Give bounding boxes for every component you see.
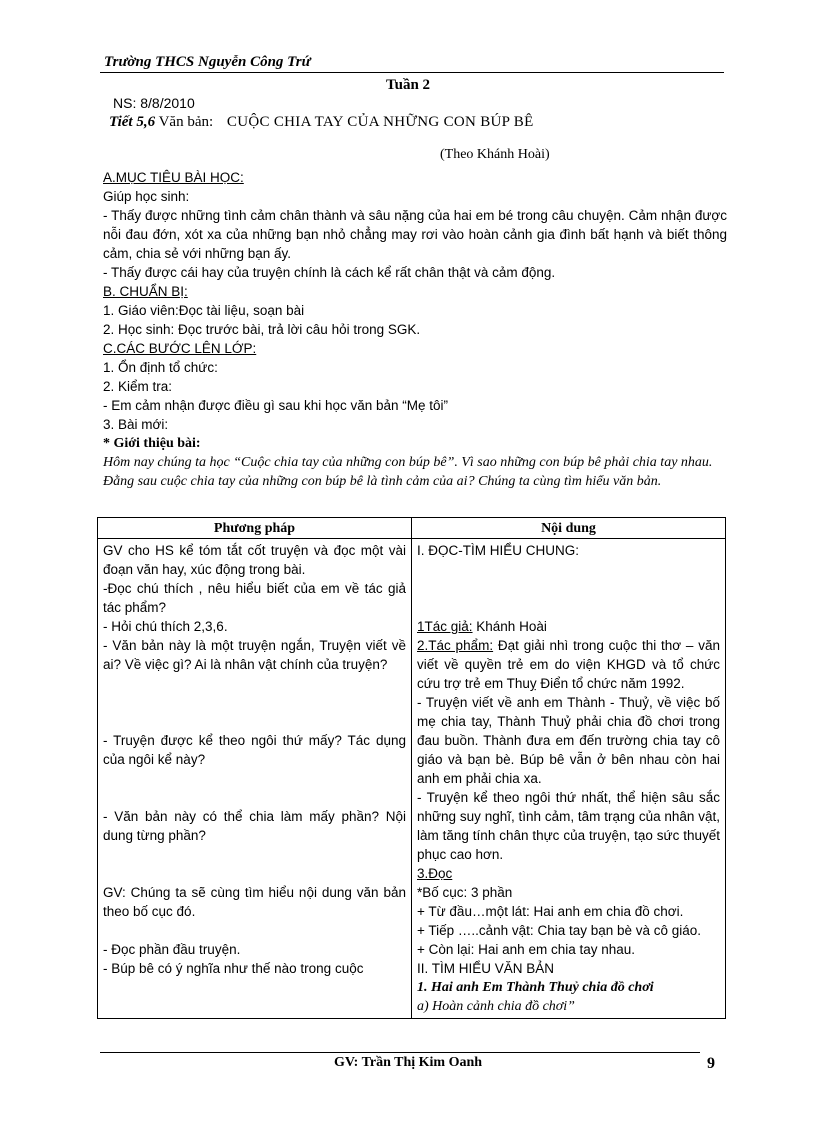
spacer [103,845,406,883]
work-text: Đạt giải nhì trong cuộc thi thơ – văn viết về quyền trẻ em do viện KHGD và tổ chức cứu trợ trẻ em Thuỵ Điển tổ chức năm 1992. [417,638,720,691]
header-rule [100,72,724,73]
week-label: Tuần 2 [385,77,431,93]
content-item: - Truyện kể theo ngôi thứ nhất, thể hiện sâu sắc những suy nghĩ, tình cảm, tâm trạng của nhân vật, làm tăng tính chân thực của truyện, tạo sức thuyết phục cao hơn. [417,790,720,862]
method-item: - Hỏi chú thích 2,3,6. [103,619,228,634]
lesson-body [103,168,727,491]
content-item: a) Hoàn cảnh chia đồ chơi” [417,999,575,1014]
section-a-line: - Thấy được những tình cảm chân thành và sâu nặng của hai em bé trong câu chuyện. Cảm nhận được nỗi đau đớn, xót xa của những bạn nhỏ chẳng may rơi vào hoàn cảnh gia đình bất hạnh và biết thông cảm, chia sẻ với những bạn ấy. [103,208,727,261]
method-cell [98,539,412,1019]
content-item: + Từ đầu…một lát: Hai anh em chia đồ chơi. [417,904,684,919]
section-a-line: Giúp học sinh: [103,189,190,204]
section-b-line: 1. Giáo viên:Đọc tài liệu, soạn bài [103,303,305,318]
method-item: GV: Chúng ta sẽ cùng tìm hiểu nội dung văn bản theo bố cục đó. [103,885,406,919]
intro-label: * Giới thiệu bài: [103,436,201,451]
text-label: Văn bản: [158,114,214,130]
content-cell [412,539,726,1019]
intro-text: Hôm nay chúng ta học “Cuộc chia tay của những con búp bê”. Vì sao những con búp bê phải chia tay nhau. Đằng sau cuộc chia tay của những con búp bê là tình cảm của ai? Chúng ta cùng tìm hiểu văn bản. [103,455,713,489]
spacer [103,674,406,731]
school-name: Trường THCS Nguyễn Công Trứ [104,54,311,70]
section-c-line: 1. Ổn định tổ chức: [103,360,218,375]
method-item: -Đọc chú thích , nêu hiểu biết của em về tác giả tác phẩm? [103,581,406,615]
method-item: - Truyện được kể theo ngôi thứ mấy? Tác dụng của ngôi kể này? [103,733,406,767]
content-item: + Còn lại: Hai anh em chia tay nhau. [417,942,636,957]
section-c-heading: C.CÁC BƯỚC LÊN LỚP: [103,341,257,356]
lesson-label: Tiết 5,6 [109,114,156,130]
page-number: 9 [707,1055,715,1072]
method-item: - Văn bản này có thể chia làm mấy phần? Nội dung từng phần? [103,809,406,843]
section-a-line: - Thấy được cái hay của truyện chính là cách kể rất chân thật và cảm động. [103,265,556,280]
document-title: CUỘC CHIA TAY CỦA NHỮNG CON BÚP BÊ [226,114,534,130]
method-item: GV cho HS kể tóm tắt cốt truyện và đọc một vài đoạn văn hay, xúc động trong bài. [103,543,406,577]
section-c-line: 3. Bài mới: [103,417,169,432]
content-item: II. TÌM HIỂU VĂN BẢN [417,961,555,976]
content-item [417,617,720,636]
work-label: 2.Tác phẩm: [417,638,494,653]
author-label: 1Tác giả: [417,619,473,634]
section-c-line: 2. Kiểm tra: [103,379,173,394]
section-a-heading: A.MỤC TIÊU BÀI HỌC: [103,170,244,185]
author-text: Khánh Hoài [472,619,547,634]
spacer [103,769,406,807]
method-item: - Văn bản này là một truyện ngắn, Truyện viết về ai? Về việc gì? Ai là nhân vật chính của truyện? [103,638,406,672]
content-item [417,636,720,693]
source-credit: (Theo Khánh Hoài) [440,147,550,162]
section-c-line: - Em cảm nhận được điều gì sau khi học văn bản “Mẹ tôi” [103,398,449,413]
lesson-table [97,517,726,1019]
column-header-content: Nội dung [412,518,726,539]
column-header-method: Phương pháp [98,518,412,539]
method-item: - Đọc phần đầu truyện. [103,942,241,957]
content-item: 1. Hai anh Em Thành Thuỷ chia đồ chơi [417,980,654,995]
section-b-line: 2. Học sinh: Đọc trước bài, trả lời câu hỏi trong SGK. [103,322,421,337]
content-item: - Truyện viết về anh em Thành - Thuỷ, về việc bố mẹ chia tay, Thành Thuỷ phải chia đồ chơi trong đau buồn. Thành đưa em đến trường chia tay cô giáo và bạn bè. Búp bê vẫn ở bên nhau còn hai anh em phải chia xa. [417,695,720,786]
teacher-name: GV: Trần Thị Kim Oanh [333,1055,483,1070]
spacer [103,921,406,940]
footer-rule [100,1052,700,1053]
date-label: NS: 8/8/2010 [113,95,195,111]
lesson-title-line [109,114,534,131]
content-item: *Bố cục: 3 phần [417,885,513,900]
spacer [417,560,720,617]
method-item: - Búp bê có ý nghĩa như thế nào trong cuộc [103,961,364,976]
section-b-heading: B. CHUẨN BỊ: [103,284,188,299]
content-item: 3.Đọc [417,866,453,881]
content-item: I. ĐỌC-TÌM HIỂU CHUNG: [417,543,579,558]
content-item: + Tiếp …..cảnh vật: Chia tay bạn bè và cô giáo. [417,923,702,938]
